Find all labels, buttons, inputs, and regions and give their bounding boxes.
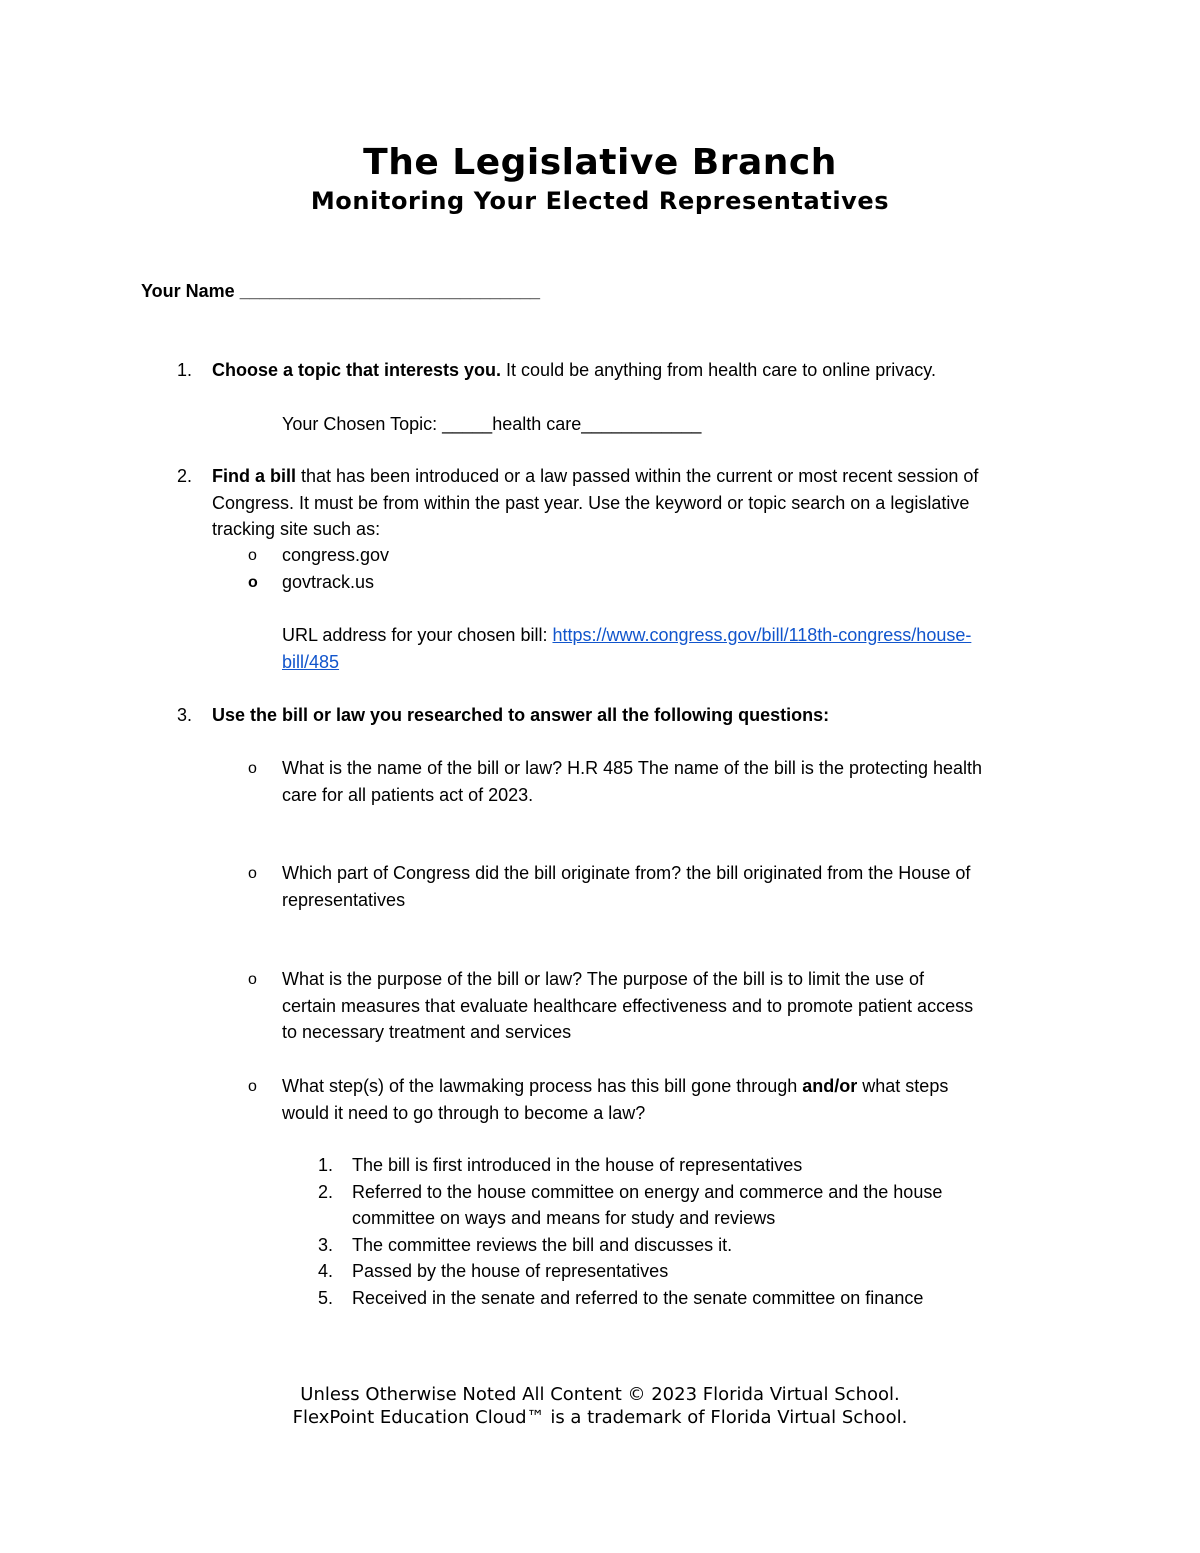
step-text-cont: committee on ways and means for study and reviews [352,1208,776,1228]
page-subtitle: Monitoring Your Elected Representatives [310,187,890,215]
footer-copyright: Unless Otherwise Noted All Content © 2023 Florida Virtual School. [300,1384,900,1405]
step-number: 4. [318,1261,334,1281]
bullet-icon: o [248,865,257,882]
url-line [282,622,971,649]
q1-rest-text: It could be anything from health care to online privacy. [501,360,936,380]
steps-question-pre: What step(s) of the lawmaking process has this bill gone through [282,1076,803,1096]
bill-url-link-cont[interactable]: bill/485 [282,652,340,672]
q1-text [212,357,936,384]
q1-bold-text: Choose a topic that interests you. [212,360,502,380]
answer-purpose-line2: certain measures that evaluate healthcare effectiveness and to promote patient access [282,996,974,1016]
answer-name-line2: care for all patients act of 2023. [282,785,534,805]
answer-name-line1: What is the name of the bill or law? H.R 485 The name of the bill is the protecting health [282,758,983,778]
q2-number: 2. [177,466,193,486]
answer-origin-line2: representatives [282,890,406,910]
step-text: The bill is first introduced in the house of representatives [352,1155,803,1175]
topic-suffix-blank: ____________ [581,414,702,434]
name-field [141,278,540,305]
topic-prefix-blank: _____ [442,414,493,434]
steps-question-line2: would it need to go through to become a law? [282,1103,646,1123]
steps-question-line1 [282,1073,948,1100]
step-text: Referred to the house committee on energy and commerce and the house [352,1182,943,1202]
bullet-icon: o [248,574,258,591]
q1-number: 1. [177,360,193,380]
step-number: 5. [318,1288,334,1308]
q2-line1 [212,463,978,490]
step-text: Passed by the house of representatives [352,1261,669,1281]
bullet-icon: o [248,547,257,564]
q2-bold-text: Find a bill [212,466,296,486]
q3-number: 3. [177,705,193,725]
answer-purpose-line1: What is the purpose of the bill or law? The purpose of the bill is to limit the use of [282,969,925,989]
site-congress: congress.gov [282,545,390,565]
answer-origin-line1: Which part of Congress did the bill originate from? the bill originated from the House of [282,863,971,883]
steps-question-bold: and/or [802,1076,858,1096]
q3-heading: Use the bill or law you researched to answer all the following questions: [212,705,830,725]
bullet-icon: o [248,760,257,777]
page-title: The Legislative Branch [363,142,837,183]
q2-line2: Congress. It must be from within the past year. Use the keyword or topic search on a legislative [212,493,970,513]
site-govtrack: govtrack.us [282,572,375,592]
step-number: 2. [318,1182,334,1202]
step-text: The committee reviews the bill and discusses it. [352,1235,733,1255]
bullet-icon: o [248,971,257,988]
q2-line1-text: that has been introduced or a law passed within the current or most recent session of [296,466,979,486]
topic-label: Your Chosen Topic: [282,414,443,434]
step-number: 1. [318,1155,334,1175]
steps-question-post: what steps [857,1076,949,1096]
step-number: 3. [318,1235,334,1255]
topic-value[interactable]: health care [492,414,582,434]
step-text: Received in the senate and referred to the senate committee on finance [352,1288,924,1308]
bullet-icon: o [248,1078,257,1095]
bill-url-link[interactable]: https://www.congress.gov/bill/118th-congress/house- [552,625,972,645]
answer-purpose-line3: to necessary treatment and services [282,1022,572,1042]
q2-line3: tracking site such as: [212,519,381,539]
name-label: Your Name [141,281,235,301]
topic-field [282,411,701,438]
footer-trademark: FlexPoint Education Cloud™ is a trademark of Florida Virtual School. [292,1407,908,1428]
url-label: URL address for your chosen bill: [282,625,553,645]
name-blank[interactable]: ______________________________ [239,281,541,301]
